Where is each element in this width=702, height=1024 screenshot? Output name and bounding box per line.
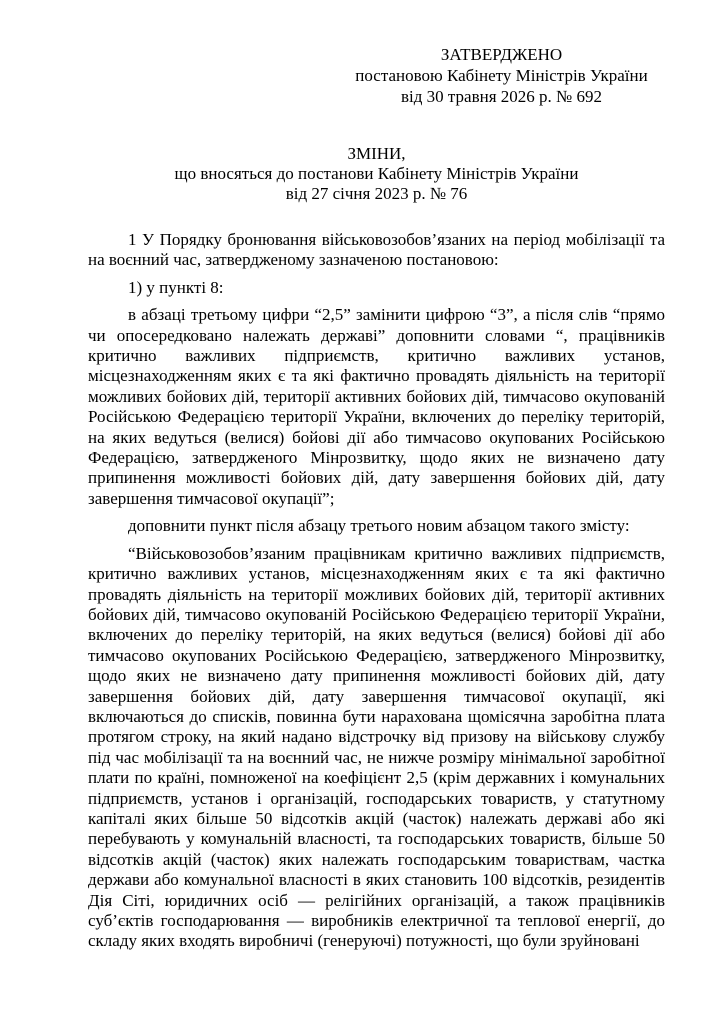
approval-stamp [338, 44, 665, 107]
approval-line-2: від 30 травня 2026 р. № 692 [401, 87, 602, 106]
paragraph-1: 1 У Порядку бронювання військовозобов’язаних на період мобілізації та на воєнний час, затвердженому зазначеною постановою: [88, 230, 665, 270]
document-heading [88, 144, 665, 204]
document-body [88, 230, 665, 952]
heading-line-2: від 27 січня 2023 р. № 76 [285, 184, 468, 203]
paragraph-3: в абзаці третьому цифри “2,5” замінити цифрою “3”, а після слів “прямо чи опосередковано належать державі” доповнити словами “, працівників критично важливих підприємств, критично важливих установ, місцезнаходженням яких є та які фактично провадять діяльність на території можливих бойових дій, території активних бойових дій, тимчасово окупованій Російською Федерацією території України, включених до переліку територій, на яких ведуться (велися) бойові дії або тимчасово окупованих Російською Федерацією, затвердженого Мінрозвитку, щодо яких не визначено дату припинення можливості бойових дій, дату завершення бойових дій, дату завершення тимчасової окупації”; [88, 305, 665, 508]
heading-title: ЗМІНИ, [347, 144, 406, 163]
heading-line-1: що вносяться до постанови Кабінету Міністрів України [174, 164, 579, 183]
approval-line-1: постановою Кабінету Міністрів України [355, 66, 648, 85]
paragraph-2: 1) у пункті 8: [128, 277, 224, 297]
paragraph-4: доповнити пункт після абзацу третього новим абзацом такого змісту: [128, 516, 630, 536]
paragraph-5: “Військовозобов’язаним працівникам критично важливих підприємств, критично важливих установ, місцезнаходженням яких є та які фактично провадять діяльність на території можливих бойових дій, території активних бойових дій, тимчасово окупованій Російською Федерацією території України, включених до переліку територій, на яких ведуться (велися) бойові дії або тимчасово окупованих Російською Федерацією, затвердженого Мінрозвитку, щодо яких не визначено дату припинення можливості бойових дій, дату завершення бойових дій, дату завершення тимчасової окупації, які включаються до списків, повинна бути нарахована щомісячна заробітна плата протягом строку, на який надано відстрочку від призову на військову службу під час мобілізації та на воєнний час, не нижче розміру мінімальної заробітної плати по країні, помноженої на коефіцієнт 2,5 (крім державних і комунальних підприємств, установ і організацій, господарських товариств, у статутному капіталі яких більше 50 відсотків акцій (часток) належать державі або які перебувають у комунальній власності, та господарських товариств, більше 50 відсотків акцій (часток) яких належать господарським товариствам, частка держави або комунальної власності в яких становить 100 відсотків, резидентів Дія Сіті, юридичних осіб — релігійних організацій, а також працівників суб’єктів господарювання — виробників електричної та теплової енергії, до складу яких входять виробничі (генеруючі) потужності, що були зруйновані [88, 543, 665, 951]
approval-title: ЗАТВЕРДЖЕНО [440, 45, 563, 64]
